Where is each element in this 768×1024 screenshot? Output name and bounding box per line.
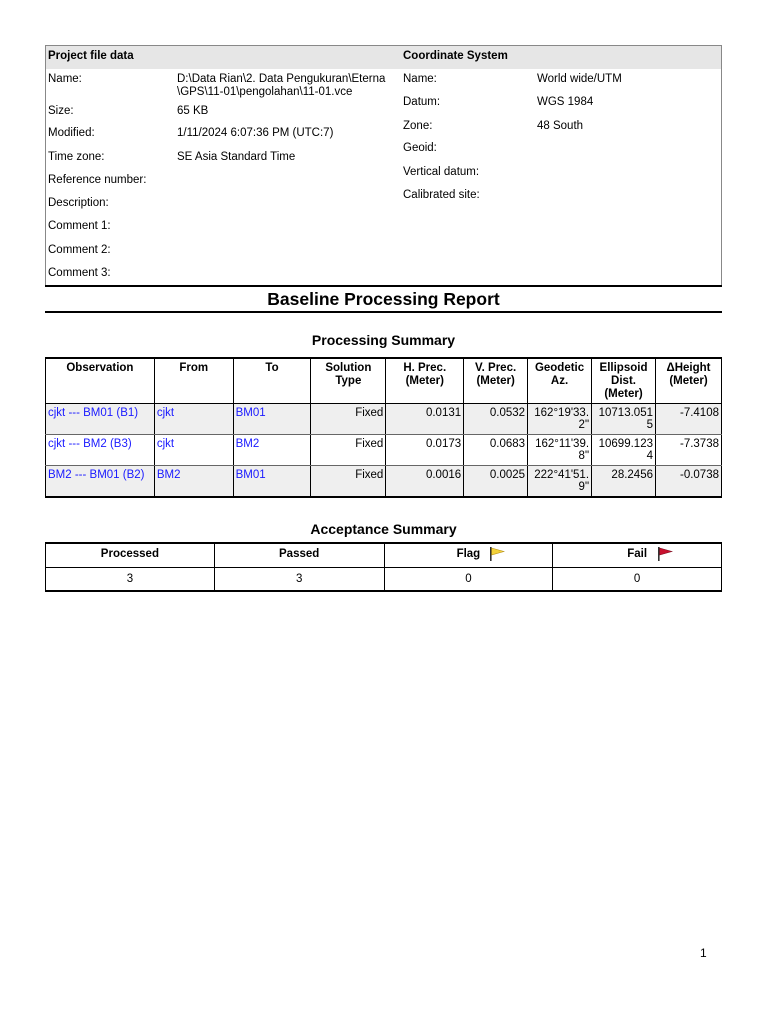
col-ellipsoid-dist: Ellipsoid Dist. (Meter): [592, 358, 656, 404]
fail-header: Fail: [553, 543, 722, 568]
solution-type-cell: Fixed: [311, 435, 386, 466]
col-to: To: [233, 358, 311, 404]
ellipsoid-dist-cell: 10699.123 4: [592, 435, 656, 466]
col-delta-height: ΔHeight (Meter): [656, 358, 722, 404]
project-file-data-header: Project file data: [48, 50, 134, 62]
from-link[interactable]: cjkt: [154, 435, 233, 466]
ellipsoid-dist-cell: 28.2456: [592, 466, 656, 497]
coord-vertical-datum-label: Vertical datum:: [403, 166, 480, 178]
acceptance-summary-table: [45, 542, 722, 592]
col-h-prec: H. Prec. (Meter): [386, 358, 464, 404]
project-modified-label: Modified:: [48, 127, 95, 139]
coord-zone-value: 48 South: [537, 120, 584, 132]
project-modified-value: 1/11/2024 6:07:36 PM (UTC:7): [177, 127, 334, 139]
processing-summary-title: Processing Summary: [311, 332, 456, 348]
v-prec-cell: 0.0532: [464, 404, 528, 435]
coord-zone-label: Zone:: [403, 120, 433, 132]
project-info-box: [45, 45, 722, 286]
h-prec-cell: 0.0173: [386, 435, 464, 466]
processed-header: Processed: [46, 543, 215, 568]
geodetic-az-cell: 162°11'39. 8": [528, 435, 592, 466]
project-description-label: Description:: [48, 197, 109, 209]
coord-datum-label: Datum:: [403, 96, 441, 108]
h-prec-cell: 0.0016: [386, 466, 464, 497]
delta-height-cell: -7.4108: [656, 404, 722, 435]
from-link[interactable]: BM2: [154, 466, 233, 497]
v-prec-cell: 0.0683: [464, 435, 528, 466]
from-link[interactable]: cjkt: [154, 404, 233, 435]
project-name-value-line2: \GPS\11-01\pengolahan\11-01.vce: [177, 86, 353, 98]
passed-value: 3: [214, 568, 384, 592]
info-box-bottom-rule: [45, 285, 722, 287]
observation-link[interactable]: cjkt --- BM2 (B3): [46, 435, 155, 466]
processing-summary-table: [45, 357, 722, 498]
acceptance-header-row: [46, 543, 722, 568]
observation-link[interactable]: cjkt --- BM01 (B1): [46, 404, 155, 435]
col-solution-type: Solution Type: [311, 358, 386, 404]
info-header-bar: [46, 46, 721, 69]
table-row: [46, 466, 722, 497]
project-size-value: 65 KB: [177, 105, 209, 117]
observation-link[interactable]: BM2 --- BM01 (B2): [46, 466, 155, 497]
processed-value: 3: [46, 568, 215, 592]
col-observation: Observation: [46, 358, 155, 404]
acceptance-summary-title: Acceptance Summary: [310, 521, 457, 537]
project-timezone-value: SE Asia Standard Time: [177, 151, 296, 163]
delta-height-cell: -7.3738: [656, 435, 722, 466]
title-rule: [45, 311, 722, 313]
project-name-label: Name:: [48, 73, 82, 85]
flag-icon: [489, 547, 505, 561]
report-title: Baseline Processing Report: [267, 289, 500, 309]
to-link[interactable]: BM2: [233, 435, 311, 466]
project-size-label: Size:: [48, 105, 74, 117]
to-link[interactable]: BM01: [233, 404, 311, 435]
project-comment3-label: Comment 3:: [48, 267, 111, 279]
coord-calibrated-site-label: Calibrated site:: [403, 189, 480, 201]
flag-header: Flag: [384, 543, 553, 568]
coord-name-label: Name:: [403, 73, 437, 85]
v-prec-cell: 0.0025: [464, 466, 528, 497]
geodetic-az-cell: 162°19'33. 2": [528, 404, 592, 435]
coordinate-system-header: Coordinate System: [403, 50, 508, 62]
flag-value: 0: [384, 568, 553, 592]
col-from: From: [154, 358, 233, 404]
col-v-prec: V. Prec. (Meter): [464, 358, 528, 404]
page-number: 1: [700, 946, 707, 960]
ellipsoid-dist-cell: 10713.051 5: [592, 404, 656, 435]
solution-type-cell: Fixed: [311, 466, 386, 497]
coord-geoid-label: Geoid:: [403, 142, 437, 154]
coord-datum-value: WGS 1984: [537, 96, 594, 108]
fail-value: 0: [553, 568, 722, 592]
acceptance-values-row: [46, 568, 722, 592]
project-timezone-label: Time zone:: [48, 151, 105, 163]
solution-type-cell: Fixed: [311, 404, 386, 435]
project-reference-label: Reference number:: [48, 174, 147, 186]
table-row: [46, 404, 722, 435]
geodetic-az-cell: 222°41'51. 9": [528, 466, 592, 497]
col-geodetic-az: Geodetic Az.: [528, 358, 592, 404]
project-name-value: D:\Data Rian\2. Data Pengukuran\Eterna: [177, 73, 386, 85]
coord-name-value: World wide/UTM: [537, 73, 622, 85]
delta-height-cell: -0.0738: [656, 466, 722, 497]
fail-flag-icon: [657, 547, 673, 561]
project-comment2-label: Comment 2:: [48, 244, 111, 256]
h-prec-cell: 0.0131: [386, 404, 464, 435]
table-row: [46, 435, 722, 466]
project-comment1-label: Comment 1:: [48, 220, 111, 232]
to-link[interactable]: BM01: [233, 466, 311, 497]
processing-header-row: [46, 358, 722, 404]
passed-header: Passed: [214, 543, 384, 568]
